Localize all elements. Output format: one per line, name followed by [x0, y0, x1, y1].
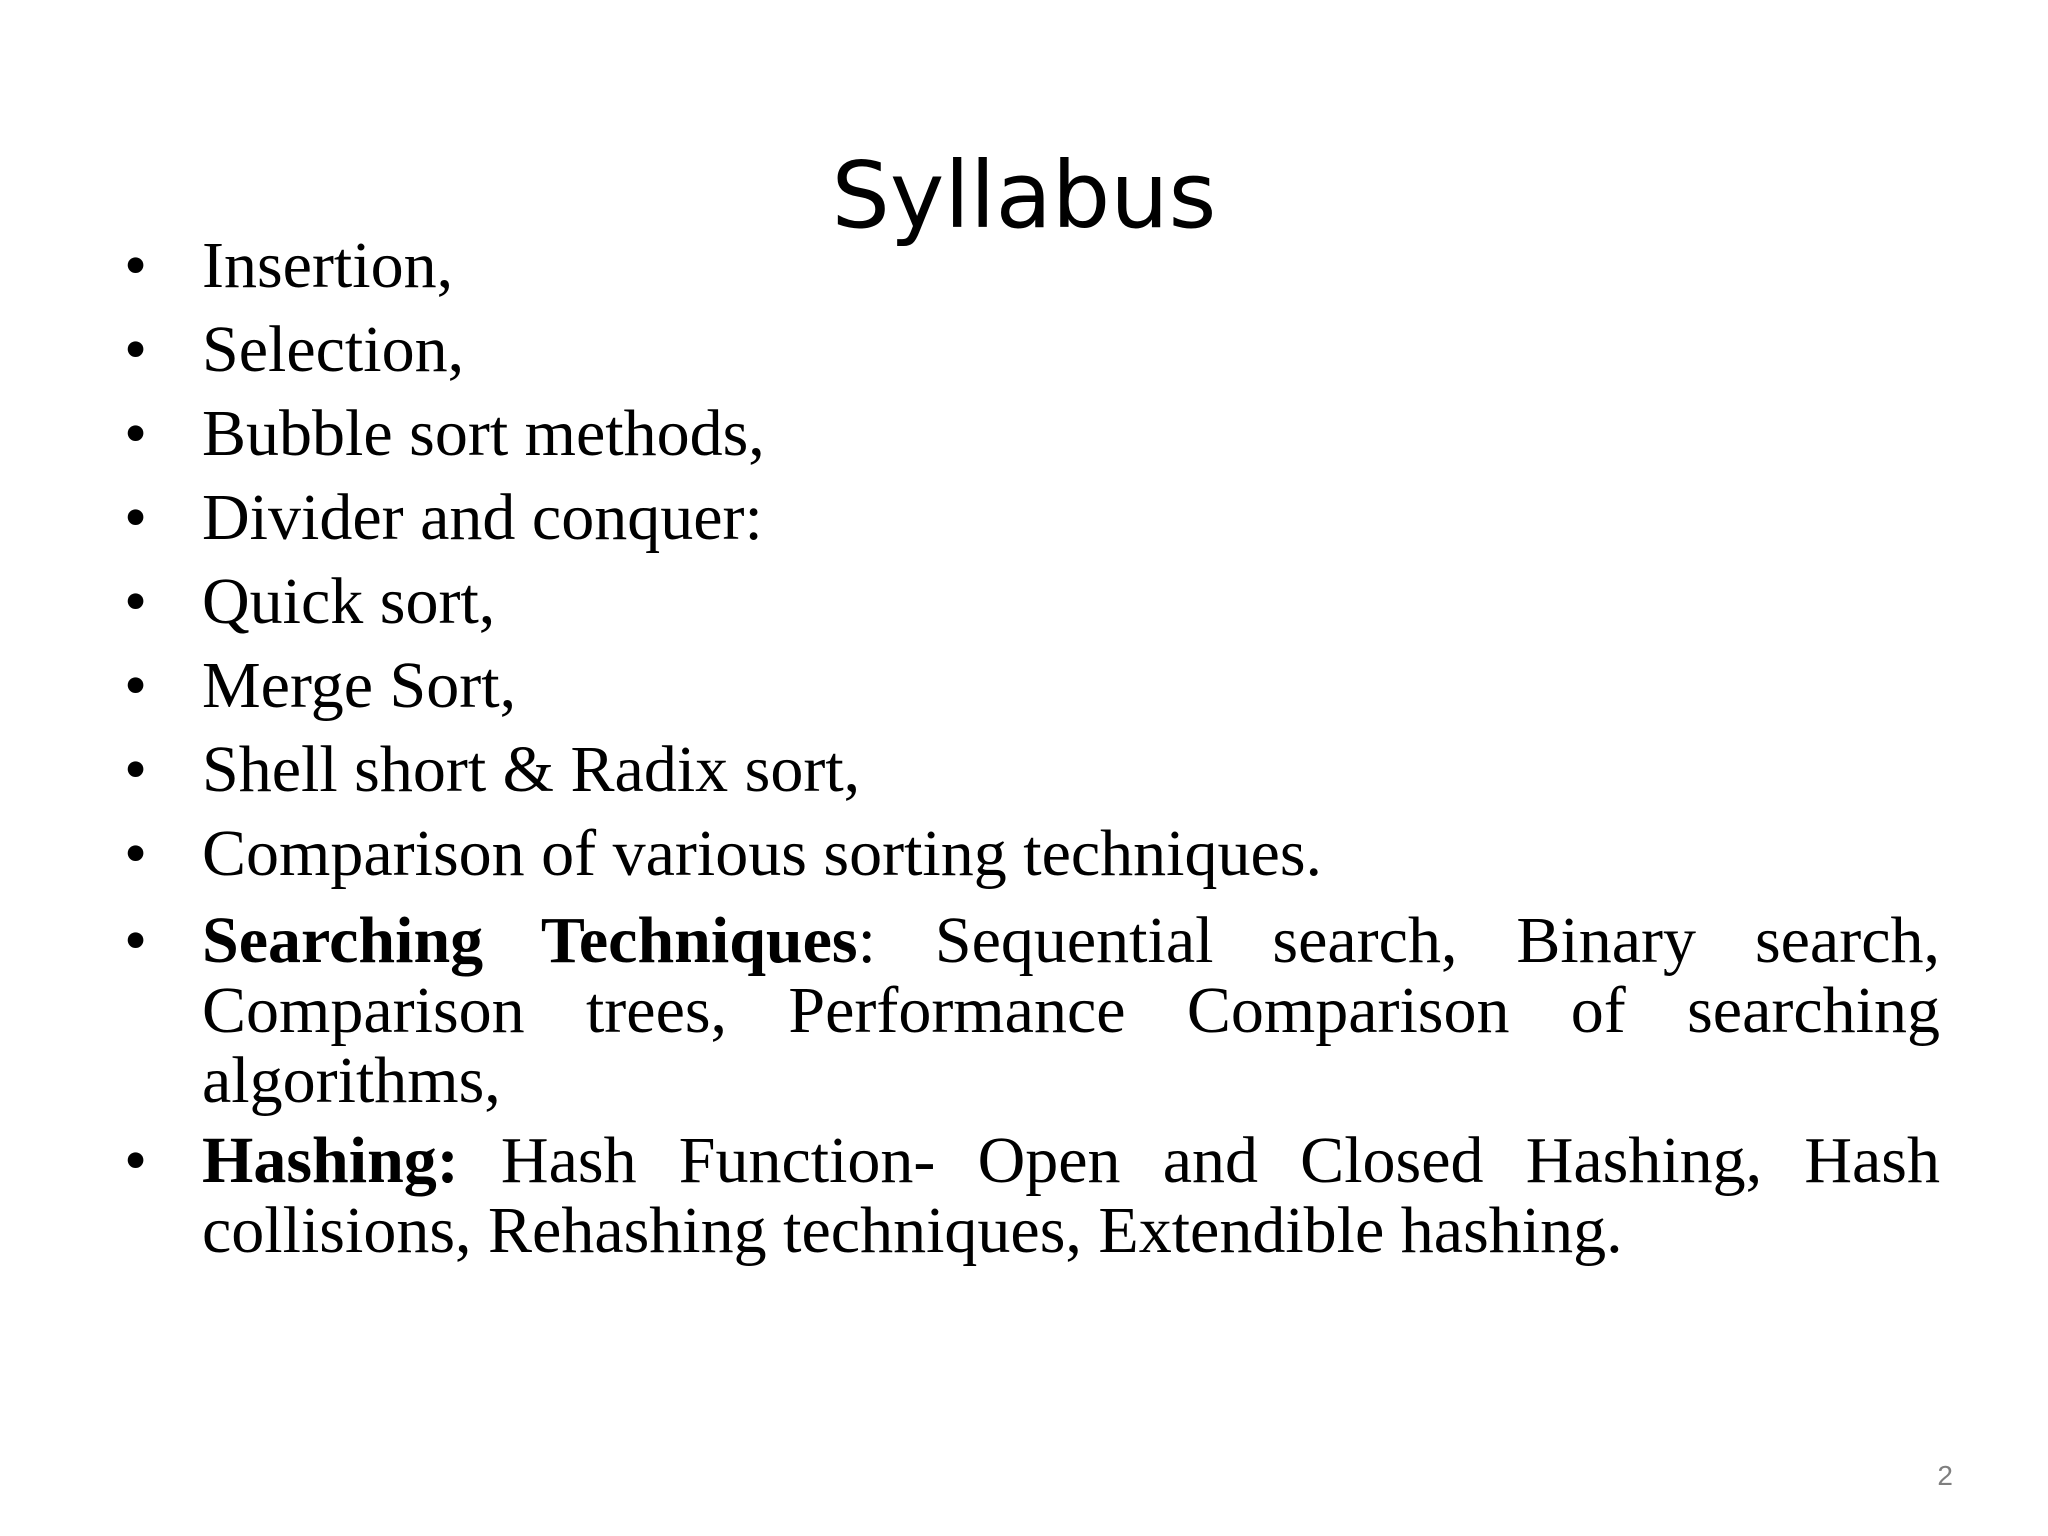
list-item: [118, 812, 1940, 896]
slide-title: Syllabus: [831, 141, 1217, 249]
bullet-icon: •: [124, 313, 148, 386]
list-item: [118, 476, 1940, 560]
list-item-searching-techniques: [118, 906, 1940, 1116]
bullet-icon: •: [124, 397, 148, 470]
list-item-text: Bubble sort methods,: [202, 397, 765, 470]
searching-techniques-heading: Searching Techniques: [202, 904, 858, 977]
list-item-text: Selection,: [202, 313, 465, 386]
list-item: [118, 224, 1940, 308]
list-item-hashing: [118, 1126, 1940, 1266]
list-item: [118, 728, 1940, 812]
bullet-icon: •: [124, 565, 148, 638]
page-number: 2: [1937, 1460, 1953, 1491]
bullet-icon: •: [124, 481, 148, 554]
bullet-icon: •: [124, 1124, 148, 1197]
syllabus-list: [118, 224, 1940, 1266]
list-item: [118, 392, 1940, 476]
list-item: [118, 644, 1940, 728]
list-item: [118, 308, 1940, 392]
bullet-icon: •: [124, 904, 148, 977]
bullet-icon: •: [124, 649, 148, 722]
list-item: [118, 560, 1940, 644]
searching-techniques-text: : Sequential search, Binary search, Comparison trees, Performance Comparison of searching algorithms,: [202, 904, 1940, 1117]
list-item-text: Shell short & Radix sort,: [202, 733, 861, 806]
hashing-text: Hash Function- Open and Closed Hashing, Hash collisions, Rehashing techniques, Extendible hashing.: [202, 1124, 1940, 1267]
list-item-text: Insertion,: [202, 229, 454, 302]
bullet-icon: •: [124, 229, 148, 302]
list-item-text: Quick sort,: [202, 565, 496, 638]
list-item-text: Divider and conquer:: [202, 481, 763, 554]
list-item-text: Merge Sort,: [202, 649, 517, 722]
list-item-text: Comparison of various sorting techniques.: [202, 817, 1323, 890]
bullet-icon: •: [124, 817, 148, 890]
hashing-heading: Hashing:: [202, 1124, 459, 1197]
bullet-icon: •: [124, 733, 148, 806]
